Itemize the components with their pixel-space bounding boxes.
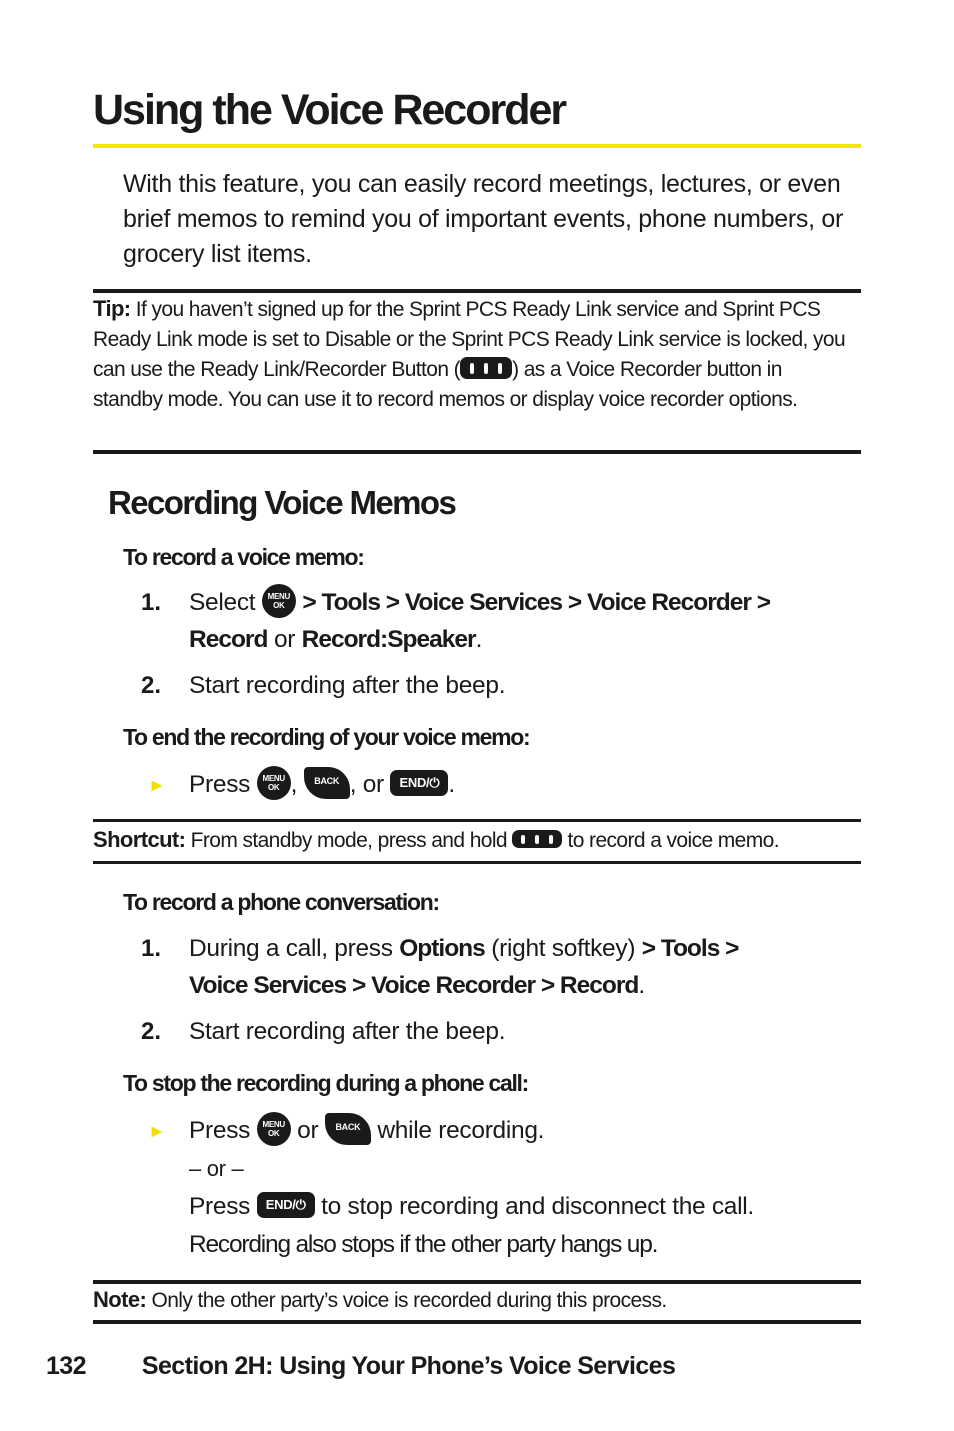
menu-ok-icon: MENU OK [257, 766, 291, 800]
party-hangs-up-text: Recording also stops if the other party hangs up. [189, 1231, 658, 1258]
tip-text-before: If you haven’t signed up for the Sprint PCS Ready Link service and Sprint PCS Ready Link mode is set to Disable or the Sprint PCS Ready Link service is locked, you can use the Ready Link/Recorder Button ( [93, 298, 846, 381]
record-memo-step1-number: 1. [141, 589, 162, 616]
record-call-heading: To record a phone conversation: [123, 889, 439, 915]
ready-link-button-icon [460, 357, 512, 379]
select-text: Select [189, 589, 256, 616]
record-speaker-option: Record:Speaker [301, 626, 476, 653]
shortcut-bottom-rule [93, 861, 861, 864]
or-separator: – or – [189, 1156, 244, 1181]
menu-ok-icon: MENU OK [262, 584, 296, 618]
tip-bottom-rule [93, 450, 861, 454]
or-text: or [273, 626, 296, 653]
note-top-rule [93, 1280, 861, 1284]
footer-section-title: Section 2H: Using Your Phone’s Voice Services [141, 1352, 676, 1380]
record-call-step1: During a call, press Options (right softkey) > Tools > Voice Services > Voice Recorder > Record. [189, 935, 739, 999]
end-key-icon: END/⏻ [257, 1192, 315, 1218]
tip-text-after: ) as a Voice Recorder button in standby mode. You can use it to record memos or display voice recorder options. [93, 358, 798, 411]
end-key-icon: END/⏻ [390, 770, 448, 796]
end-memo-heading: To end the recording of your voice memo: [123, 724, 530, 750]
page-title: Using the Voice Recorder [93, 86, 566, 134]
shortcut-box: Shortcut: From standby mode, press and hold to record a voice memo. [93, 827, 779, 852]
record-memo-heading: To record a voice memo: [123, 544, 364, 570]
title-rule [93, 144, 861, 148]
end-memo-instruction: Press MENU OK , BACK , or END/⏻ . [189, 766, 829, 803]
menu-path: > Tools > Voice Services > Voice Recorder > [302, 589, 770, 616]
menu-ok-icon: MENU OK [257, 1112, 291, 1146]
note-bottom-rule [93, 1320, 861, 1324]
ready-link-button-icon [512, 830, 562, 848]
record-call-step2: Start recording after the beep. [189, 1018, 506, 1045]
record-option: Record [189, 626, 268, 653]
back-key-icon: BACK [304, 767, 350, 799]
record-memo-step2-number: 2. [141, 672, 162, 699]
note-box: Note: Only the other party’s voice is recorded during this process. [93, 1287, 667, 1312]
page-footer [46, 1346, 675, 1386]
tip-top-rule [93, 289, 861, 293]
stop-call-heading: To stop the recording during a phone call: [123, 1070, 528, 1096]
intro-paragraph: With this feature, you can easily record meetings, lectures, or even brief memos to remind you of important events, phone numbers, or grocery list items. [123, 170, 844, 268]
shortcut-label: Shortcut: [93, 827, 186, 852]
options-softkey: Options [399, 935, 485, 962]
menu-path: Voice Services > Voice Recorder > Record [189, 972, 639, 999]
tip-box [93, 294, 853, 415]
bullet-arrow-icon: ► [148, 1121, 166, 1141]
record-call-step1-number: 1. [141, 935, 162, 962]
shortcut-top-rule [93, 819, 861, 822]
back-key-icon: BACK [325, 1113, 371, 1145]
record-call-step2-number: 2. [141, 1018, 162, 1045]
record-memo-step1: Select MENU OK > Tools > Voice Services > Voice Recorder > Record or Record:Speaker. [189, 584, 829, 658]
record-memo-step2: Start recording after the beep. [189, 672, 506, 699]
tip-label: Tip: [93, 296, 131, 321]
page-number: 132 [46, 1352, 86, 1380]
note-label: Note: [93, 1287, 147, 1312]
section-heading: Recording Voice Memos [108, 484, 456, 521]
bullet-arrow-icon: ► [148, 775, 166, 795]
stop-call-instruction: Press MENU OK or BACK while recording. – or – Press END/⏻ to stop recording and disconnect the call. Recording also stops if the other party hangs up. [189, 1112, 829, 1264]
